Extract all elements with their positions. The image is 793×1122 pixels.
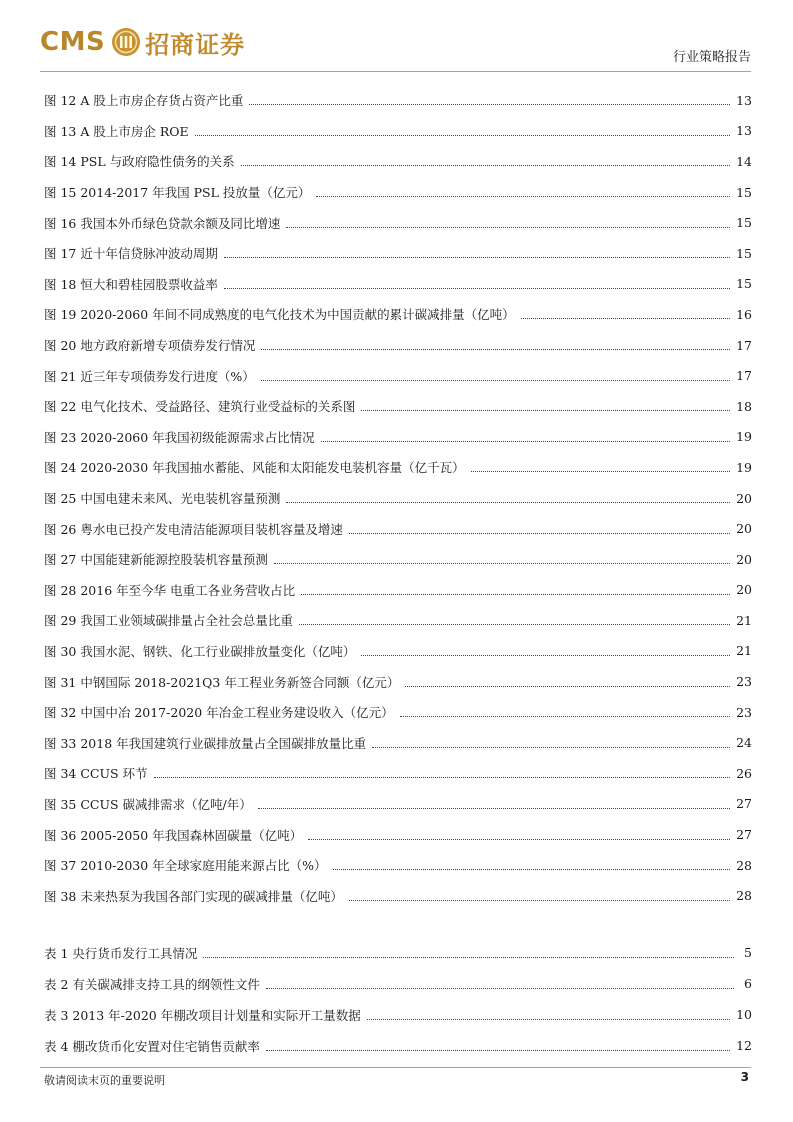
figure-entry-page: 15 — [736, 245, 752, 261]
figure-entry-label: 图 38 未来热泵为我国各部门实现的碳减排量（亿吨） — [44, 888, 343, 904]
dot-leader — [308, 838, 730, 840]
dot-leader — [261, 379, 730, 381]
figure-entry-page: 28 — [736, 888, 752, 904]
figure-entry-page: 15 — [736, 215, 752, 231]
dot-leader — [224, 256, 730, 258]
table-entry[interactable] — [44, 968, 752, 999]
figure-entry[interactable] — [44, 177, 752, 208]
figure-entry-label: 图 12 A 股上市房企存货占资产比重 — [44, 93, 244, 109]
figure-entry-page: 14 — [736, 153, 752, 169]
figure-entry[interactable] — [44, 513, 752, 544]
figure-entry-page: 18 — [736, 398, 752, 414]
logo-latin-text: CMS — [40, 27, 106, 57]
figure-entry-label: 图 24 2020-2030 年我国抽水蓄能、风能和太阳能发电装机容量（亿千瓦） — [44, 460, 465, 476]
figure-entry-label: 图 15 2014-2017 年我国 PSL 投放量（亿元） — [44, 185, 311, 201]
figure-entry[interactable] — [44, 422, 752, 453]
figure-entry-page: 23 — [736, 704, 752, 720]
dot-leader — [316, 195, 730, 197]
dot-leader — [349, 899, 730, 901]
table-entry-page: 12 — [736, 1038, 752, 1053]
dot-leader — [266, 987, 734, 989]
figure-entry-label: 图 29 我国工业领域碳排量占全社会总量比重 — [44, 613, 293, 629]
figure-entry[interactable] — [44, 391, 752, 422]
figure-entry-label: 图 37 2010-2030 年全球家庭用能来源占比（%） — [44, 858, 327, 874]
figure-entry-label: 图 22 电气化技术、受益路径、建筑行业受益标的关系图 — [44, 399, 356, 415]
figure-entry-page: 28 — [736, 857, 752, 873]
figure-entry-page: 19 — [736, 429, 752, 445]
figure-entry-page: 15 — [736, 276, 752, 292]
figure-entry-label: 图 13 A 股上市房企 ROE — [44, 123, 189, 139]
figure-entry-page: 27 — [736, 827, 752, 843]
dot-leader — [241, 164, 730, 166]
figure-entry-label: 图 27 中国能建新能源控股装机容量预测 — [44, 552, 268, 568]
figure-entry-label: 图 14 PSL 与政府隐性债务的关系 — [44, 154, 235, 170]
page-header — [0, 0, 793, 72]
logo-chinese-text: 招商证券 — [145, 30, 246, 59]
figure-entry[interactable] — [44, 850, 752, 881]
figure-entry-page: 13 — [736, 92, 752, 108]
table-entry[interactable] — [44, 1030, 752, 1061]
figure-index-list — [44, 85, 752, 911]
figure-entry[interactable] — [44, 269, 752, 300]
figure-entry[interactable] — [44, 238, 752, 269]
figure-entry-page: 17 — [736, 337, 752, 353]
figure-entry[interactable] — [44, 880, 752, 911]
report-type-label: 行业策略报告 — [672, 50, 751, 65]
figure-entry-label: 图 34 CCUS 环节 — [44, 766, 148, 782]
figure-entry-page: 21 — [736, 643, 752, 659]
table-entry[interactable] — [44, 937, 752, 968]
figure-entry-page: 16 — [736, 306, 752, 322]
figure-entry[interactable] — [44, 299, 752, 330]
table-index-list — [44, 937, 752, 1061]
dot-leader — [333, 868, 731, 870]
figure-entry-label: 图 28 2016 年至今华 电重工各业务营收占比 — [44, 582, 296, 598]
table-entry-page: 6 — [744, 976, 752, 991]
dot-leader — [361, 654, 730, 656]
figure-entry-page: 27 — [736, 796, 752, 812]
table-entry-label: 表 3 2013 年-2020 年棚改项目计划量和实际开工量数据 — [44, 1007, 361, 1023]
dot-leader — [321, 440, 730, 442]
dot-leader — [258, 807, 730, 809]
figure-entry[interactable] — [44, 116, 752, 147]
dot-leader — [286, 226, 730, 228]
figure-entry-label: 图 21 近三年专项债券发行进度（%） — [44, 368, 255, 384]
dot-leader — [299, 623, 730, 625]
figure-entry[interactable] — [44, 207, 752, 238]
table-entry-label: 表 1 央行货币发行工具情况 — [44, 945, 198, 961]
figure-entry[interactable] — [44, 789, 752, 820]
figure-entry-label: 图 33 2018 年我国建筑行业碳排放量占全国碳排放量比重 — [44, 735, 367, 751]
figure-entry[interactable] — [44, 697, 752, 728]
figure-entry-label: 图 23 2020-2060 年我国初级能源需求占比情况 — [44, 429, 315, 445]
dot-leader — [249, 103, 730, 105]
figure-entry-label: 图 30 我国水泥、钢铁、化工行业碳排放量变化（亿吨） — [44, 643, 356, 659]
dot-leader — [154, 776, 731, 778]
figure-entry[interactable] — [44, 605, 752, 636]
figure-entry[interactable] — [44, 636, 752, 667]
table-entry-page: 10 — [736, 1007, 752, 1022]
dot-leader — [224, 287, 730, 289]
dot-leader — [400, 715, 730, 717]
dot-leader — [266, 1049, 730, 1051]
table-entry-label: 表 2 有关碳减排支持工具的纲领性文件 — [44, 976, 260, 992]
figure-entry[interactable] — [44, 330, 752, 361]
figure-entry-page: 20 — [736, 551, 752, 567]
figure-entry-page: 20 — [736, 521, 752, 537]
figure-entry[interactable] — [44, 544, 752, 575]
figure-entry-label: 图 32 中国中冶 2017-2020 年冶金工程业务建设收入（亿元） — [44, 705, 394, 721]
dot-leader — [286, 501, 730, 503]
figure-entry-page: 24 — [736, 735, 752, 751]
footer-disclaimer: 敬请阅读末页的重要说明 — [44, 1074, 165, 1087]
figure-entry-page: 23 — [736, 674, 752, 690]
figure-entry-label: 图 31 中钢国际 2018-2021Q3 年工程业务新签合同额（亿元） — [44, 674, 400, 690]
figure-entry[interactable] — [44, 727, 752, 758]
figure-entry[interactable] — [44, 360, 752, 391]
figure-entry[interactable] — [44, 85, 752, 116]
dot-leader — [372, 746, 730, 748]
figure-entry-page: 13 — [736, 123, 752, 139]
dot-leader — [361, 409, 730, 411]
figure-entry[interactable] — [44, 819, 752, 850]
dot-leader — [203, 956, 734, 958]
page-number: 3 — [740, 1070, 749, 1084]
figure-entry-page: 21 — [736, 612, 752, 628]
dot-leader — [301, 593, 730, 595]
dot-leader — [471, 470, 730, 472]
footer-divider — [40, 1067, 751, 1068]
figure-entry-label: 图 36 2005-2050 年我国森林固碳量（亿吨） — [44, 827, 303, 843]
table-entry[interactable] — [44, 999, 752, 1030]
figure-entry-label: 图 19 2020-2060 年间不同成熟度的电气化技术为中国贡献的累计碳减排量（亿吨） — [44, 307, 515, 323]
figure-entry-label: 图 17 近十年信贷脉冲波动周期 — [44, 246, 218, 262]
figure-entry-label: 图 18 恒大和碧桂园股票收益率 — [44, 276, 218, 292]
dot-leader — [274, 562, 730, 564]
figure-entry[interactable] — [44, 575, 752, 606]
figure-entry[interactable] — [44, 758, 752, 789]
figure-entry[interactable] — [44, 452, 752, 483]
figure-entry-page: 19 — [736, 459, 752, 475]
figure-entry-label: 图 16 我国本外币绿色贷款余额及同比增速 — [44, 215, 281, 231]
dot-leader — [405, 685, 730, 687]
figure-entry-page: 15 — [736, 184, 752, 200]
dot-leader — [349, 532, 730, 534]
figure-entry-label: 图 35 CCUS 碳减排需求（亿吨/年） — [44, 796, 252, 812]
figure-entry-label: 图 26 粤水电已投产发电清洁能源项目装机容量及增速 — [44, 521, 343, 537]
figure-entry[interactable] — [44, 146, 752, 177]
figure-entry-page: 17 — [736, 368, 752, 384]
logo-emblem-icon — [111, 27, 141, 57]
figure-entry[interactable] — [44, 666, 752, 697]
table-entry-label: 表 4 棚改货币化安置对住宅销售贡献率 — [44, 1038, 260, 1054]
figure-entry-label: 图 20 地方政府新增专项债券发行情况 — [44, 338, 256, 354]
table-entry-page: 5 — [744, 945, 752, 960]
header-divider — [40, 71, 751, 72]
dot-leader — [367, 1018, 730, 1020]
figure-entry-page: 20 — [736, 582, 752, 598]
company-logo — [40, 22, 245, 62]
figure-entry[interactable] — [44, 483, 752, 514]
figure-entry-page: 20 — [736, 490, 752, 506]
dot-leader — [195, 134, 730, 136]
figure-entry-page: 26 — [736, 765, 752, 781]
figure-entry-label: 图 25 中国电建未来风、光电装机容量预测 — [44, 491, 281, 507]
dot-leader — [521, 317, 730, 319]
dot-leader — [261, 348, 730, 350]
